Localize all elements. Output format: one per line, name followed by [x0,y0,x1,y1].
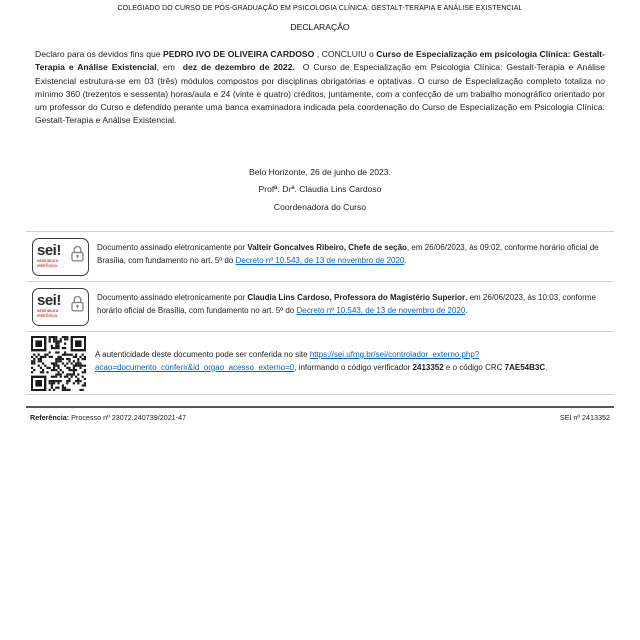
reference-value: Processo nº 23072.240739/2021-47 [69,412,187,422]
sei-subtitle: assinatura eletrônica [37,258,59,269]
verification-link-line2: acao=documento_conferir&id_orgao_acesso_externo=0 [95,362,295,372]
sei-subtitle: assinatura eletrônica [37,308,59,319]
committee-title: COLEGIADO DO CURSO DE PÓS-GRADUAÇÃO EM PSICOLOGIA CLÍNICA: GESTALT-TERAPIA E ANÁLISE EXISTENCIAL [117,5,523,12]
decree-link[interactable]: Decreto nº 10.543, de 13 de novembro de 2020 [296,305,466,315]
verification-pre: A autenticidade deste documento pode ser conferida no site [95,349,310,359]
verification-mid: , informando o código verificador [294,362,413,372]
verification-mid2: e o código CRC [443,362,505,372]
signature-name-role: Claudia Lins Cardoso, Professora do Magistério Superior [247,292,466,302]
lock-icon [71,245,84,262]
signature-mid: , em 26/06/2023, às 10:03, conforme horário oficial de Brasília, com fundamento no art. 5º do [97,292,596,315]
verification-text [95,336,547,374]
signature-name-role: Valteir Goncalves Ribeiro, Chefe de seção [247,242,407,252]
sei-number: SEI nº 2413352 [559,412,610,422]
lock-icon [71,295,84,312]
sei-wordmark: sei! [37,241,61,259]
sei-wordmark: sei! [37,291,61,309]
course-name: Curso de Especialização em psicologia Clínica: Gestalt-Terapia e Análise Existencial [35,49,605,73]
signature-pre: Documento assinado eletronicamente por [97,242,248,252]
signature-pre: Documento assinado eletronicamente por [97,292,248,302]
verification-link-line1: https://sei.ufmg.br/sei/controlador_externo.php? [309,349,480,359]
reference-text [30,413,186,422]
paragraph-intro: Declaro para os devidos fins que [35,49,163,59]
declaration-paragraph [35,48,605,128]
signer-name: Profª. Drª. Claudia Lins Cardoso [258,184,382,195]
signature-text-2 [97,288,610,317]
sei-signature-badge [32,238,89,276]
signature-post: . [404,255,407,265]
document-footer [30,408,610,422]
verification-block [30,332,610,394]
paragraph-after-course: , em [156,62,183,73]
section-divider [26,394,614,395]
verification-code: 2413352 [412,362,444,372]
signature-block-1 [30,232,610,281]
closing-block [30,164,610,217]
paragraph-rest: O Curso de Especialização em Psicologia Clínica: Gestalt-Terapia e Análise Existencial estrutura-se em 03 (três) módulos compostos por disciplinas obrigatórias e optativas. O curso de Especialização completo totaliza no mínimo 360 (trezentos e sessenta) horas/aula e 24 (vinte e quatro) créditos, juntamente, com a confecção de um trabalho monográfico orientado por um professor do Curso e defendido perante uma banca examinadora indicada pela coordenação do Curso de Especialização em Psicologia Clínica: Gestalt-Terapia e Análise Existencial. [35,62,605,126]
place-date: Belo Horizonte, 26 de junho de 2023. [249,166,391,177]
signature-block-2 [30,282,610,331]
signature-post: . [465,305,468,315]
decree-link[interactable]: Decreto nº 10.543, de 13 de novembro de 2020 [235,255,405,265]
signature-mid: , em 26/06/2023, às 09:02, conforme horário oficial de Brasília, com fundamento no art. 5º do [97,242,599,265]
paragraph-after-name: , CONCLUIU o [314,49,377,59]
student-name: PEDRO IVO DE OLIVEIRA CARDOSO [163,49,315,59]
verification-post: . [545,362,548,372]
signer-role: Coordenadora do Curso [273,201,367,212]
crc-code: 7AE54B3C [504,362,546,372]
signature-text-1 [97,238,610,267]
conclusion-date: dez de dezembro de 2022. [182,62,295,73]
document-title: DECLARAÇÃO [290,22,350,32]
reference-label: Referência: [30,412,70,422]
sei-signature-badge [32,288,89,326]
qr-code [31,336,86,391]
